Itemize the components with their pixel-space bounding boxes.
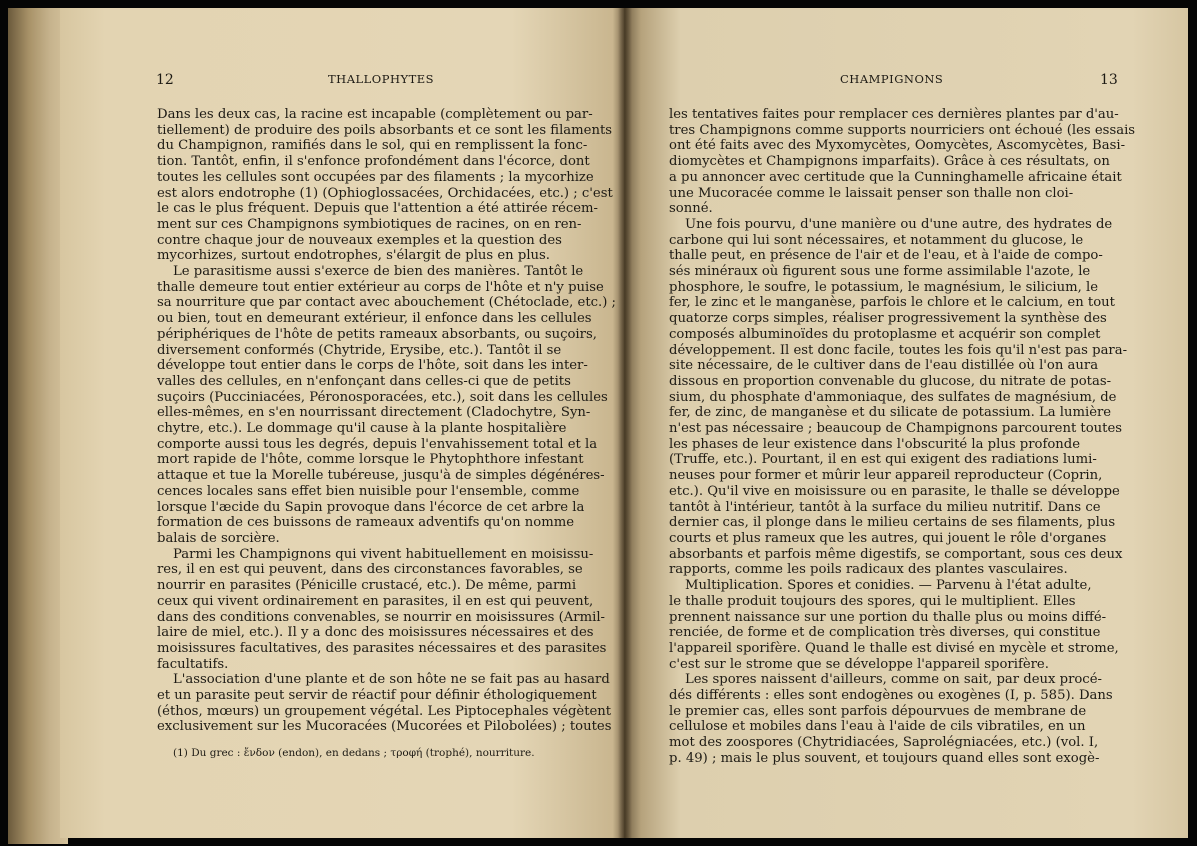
right-running-head: CHAMPIGNONS — [840, 72, 944, 86]
text-line: thalle demeure tout entier extérieur au corps de l'hôte et n'y puise — [157, 279, 604, 295]
left-page-number: 12 — [156, 72, 174, 88]
text-line: développe tout entier dans le corps de l'hôte, soit dans les inter- — [157, 358, 588, 374]
text-line: a pu annoncer avec certitude que la Cunninghamelle africaine était — [669, 169, 1122, 185]
text-line: site nécessaire, de le cultiver dans de l'eau distillée où l'on aura — [669, 358, 1099, 374]
text-line: diversement conformés (Chytride, Erysibe, etc.). Tantôt il se — [157, 342, 562, 358]
text-line: mot des zoospores (Chytridiacées, Saprolégniacées, etc.) (vol. I, — [669, 735, 1099, 751]
text-line: tiellement) de produire des poils absorbants et ce sont les filaments — [157, 122, 613, 138]
text-line: n'est pas nécessaire ; beaucoup de Champignons parcourent toutes — [669, 421, 1123, 437]
text-line: ou bien, tout en demeurant extérieur, il enfonce dans les cellules — [157, 311, 592, 327]
text-line: thalle peut, en présence de l'air et de l'eau, et à l'aide de compo- — [669, 248, 1103, 264]
page-edge-stack — [8, 8, 68, 844]
text-line: contre chaque jour de nouveaux exemples et la question des — [157, 232, 562, 248]
text-line: neuses pour former et mûrir leur appareil reproducteur (Coprin, — [669, 468, 1103, 484]
text-line: valles des cellules, en n'enfonçant dans celles-ci que de petits — [157, 373, 571, 389]
text-line: absorbants et parfois même digestifs, se comportant, sous ces deux — [669, 546, 1123, 562]
text-line: sium, du phosphate d'ammoniaque, des sulfates de magnésium, de — [669, 389, 1117, 405]
text-line: cences locales sans effet bien nuisible pour l'ensemble, comme — [157, 483, 580, 499]
text-line: sés minéraux où figurent sous une forme assimilable l'azote, le — [669, 264, 1091, 280]
text-line: attaque et tue la Morelle tubéreuse, jusqu'à de simples dégénéres- — [157, 468, 605, 484]
text-line: sonné. — [669, 201, 713, 217]
text-line: etc.). Qu'il vive en moisissure ou en parasite, le thalle se développe — [669, 483, 1120, 499]
text-line: du Champignon, ramifiés dans le sol, qui en remplissent la fonc- — [157, 138, 588, 154]
text-line: quatorze corps simples, réaliser progressivement la synthèse des — [669, 311, 1107, 327]
text-line: laire de miel, etc.). Il y a donc des moisissures nécessaires et des — [157, 625, 594, 641]
text-line: fer, le zinc et le manganèse, parfois le chlore et le calcium, en tout — [669, 295, 1115, 311]
text-line: c'est sur le strome que se développe l'appareil sporifère. — [669, 656, 1049, 672]
text-line: cellulose et mobiles dans l'eau à l'aide de cils vibratiles, en un — [669, 719, 1086, 735]
text-line: périphériques de l'hôte de petits rameaux absorbants, ou suçoirs, — [157, 326, 597, 342]
text-line: facultatifs. — [157, 656, 229, 672]
text-line: le premier cas, elles sont parfois dépourvues de membrane de — [669, 703, 1087, 719]
text-line: sa nourriture que par contact avec abouchement (Chétoclade, etc.) ; — [157, 295, 616, 311]
text-line: diomycètes et Champignons imparfaits). Grâce à ces résultats, on — [669, 154, 1110, 170]
text-line: le cas le plus fréquent. Depuis que l'attention a été attirée récem- — [157, 201, 599, 217]
text-line: prennent naissance sur une portion du thalle plus ou moins diffé- — [669, 609, 1107, 625]
text-line: les phases de leur existence dans l'obscurité la plus profonde — [669, 436, 1081, 452]
text-line: L'association d'une plante et de son hôte ne se fait pas au hasard — [173, 672, 610, 688]
text-line: ont été faits avec des Myxomycètes, Oomycètes, Ascomycètes, Basi- — [669, 138, 1126, 154]
book-gutter — [618, 8, 632, 838]
text-line: mycorhizes, surtout endotrophes, s'élargit de plus en plus. — [157, 248, 550, 264]
text-line: l'appareil sporifère. Quand le thalle est divisé en mycèle et strome, — [669, 640, 1119, 656]
text-line: carbone qui lui sont nécessaires, et notamment du glucose, le — [669, 232, 1084, 248]
right-body-text — [669, 107, 1169, 767]
text-line: tion. Tantôt, enfin, il s'enfonce profondément dans l'écorce, dont — [157, 154, 590, 170]
text-line: (Truffe, etc.). Pourtant, il en est qui exigent des radiations lumi- — [669, 452, 1097, 468]
text-line: Parmi les Champignons qui vivent habituellement en moisissu- — [173, 546, 594, 562]
text-line: Le parasitisme aussi s'exerce de bien des manières. Tantôt le — [173, 264, 584, 280]
text-line: et un parasite peut servir de réactif pour définir éthologiquement — [157, 688, 597, 704]
text-line: ceux qui vivent ordinairement en parasites, il en est qui peuvent, — [157, 593, 594, 609]
text-line: (éthos, mœurs) un groupement végétal. Les Piptocephales végètent — [157, 703, 612, 719]
right-page-number: 13 — [1100, 72, 1118, 88]
text-line: dissous en proportion convenable du glucose, du nitrate de potas- — [669, 373, 1112, 389]
text-line: composés albuminoïdes du protoplasme et acquérir son complet — [669, 326, 1101, 342]
text-line: Dans les deux cas, la racine est incapable (complètement ou par- — [157, 107, 593, 122]
text-line: les tentatives faites pour remplacer ces dernières plantes par d'au- — [669, 107, 1119, 122]
text-line: tantôt à l'intérieur, tantôt à la surface du milieu nutritif. Dans ce — [669, 499, 1101, 515]
text-line: dés différents : elles sont endogènes ou exogènes (I, p. 585). Dans — [669, 688, 1113, 704]
text-line: une Mucoracée comme le laissait penser son thalle non cloi- — [669, 185, 1074, 201]
left-running-head: THALLOPHYTES — [328, 72, 435, 86]
text-line: formation de ces buissons de rameaux adventifs qu'on nomme — [157, 515, 575, 531]
text-line: tres Champignons comme supports nourriciers ont échoué (les essais — [669, 122, 1136, 138]
text-line: le thalle produit toujours des spores, qui le multiplient. Elles — [669, 593, 1076, 609]
text-line: Multiplication. Spores et conidies. — Parvenu à l'état adulte, — [685, 578, 1092, 594]
text-line: renciée, de forme et de complication très diverses, qui constitue — [669, 625, 1101, 641]
text-line: balais de sorcière. — [157, 530, 280, 546]
text-line: chytre, etc.). Le dommage qu'il cause à la plante hospitalière — [157, 421, 567, 437]
text-line: moisissures facultatives, des parasites nécessaires et des parasites — [157, 640, 607, 656]
text-line: Les spores naissent d'ailleurs, comme on sait, par deux procé- — [685, 672, 1102, 688]
text-line: fer, de zinc, de manganèse et du silicate de potassium. La lumière — [669, 405, 1112, 421]
text-line: rapports, comme les poils radicaux des plantes vasculaires. — [669, 562, 1068, 578]
text-line: lorsque l'æcide du Sapin provoque dans l'écorce de cet arbre la — [157, 499, 585, 515]
text-line: courts et plus rameux que les autres, qui jouent le rôle d'organes — [669, 530, 1107, 546]
left-body-text — [157, 107, 624, 735]
text-line: nourrir en parasites (Pénicille crustacé, etc.). De même, parmi — [157, 578, 577, 594]
text-line: exclusivement sur les Mucoracées (Mucorées et Pilobolées) ; toutes — [157, 719, 612, 735]
text-line: res, il en est qui peuvent, dans des circonstances favorables, se — [157, 562, 583, 578]
text-line: Une fois pourvu, d'une manière ou d'une autre, des hydrates de — [685, 216, 1113, 232]
text-line: p. 49) ; mais le plus souvent, et toujours quand elles sont exogè- — [669, 750, 1100, 766]
text-line: phosphore, le soufre, le potassium, le magnésium, le silicium, le — [669, 279, 1099, 295]
left-footnote: (1) Du grec : ἔνδον (endon), en dedans ; τροφή (trophé), nourriture. — [173, 747, 535, 759]
text-line: développement. Il est donc facile, toutes les fois qu'il n'est pas para- — [669, 342, 1128, 358]
text-line: comporte aussi tous les degrés, depuis l'envahissement total et la — [157, 436, 598, 452]
right-page — [624, 8, 1188, 838]
text-line: elles-mêmes, en s'en nourrissant directement (Cladochytre, Syn- — [157, 405, 591, 421]
text-line: suçoirs (Pucciniacées, Péronosporacées, etc.), soit dans les cellules — [157, 389, 608, 405]
text-line: toutes les cellules sont occupées par des filaments ; la mycorhize — [157, 169, 594, 185]
text-line: dernier cas, il plonge dans le milieu certains de ses filaments, plus — [669, 515, 1116, 531]
text-line: mort rapide de l'hôte, comme lorsque le Phytophthore infestant — [157, 452, 584, 468]
text-line: ment sur ces Champignons symbiotiques de racines, on en ren- — [157, 216, 582, 232]
text-line: dans des conditions convenables, se nourrir en moisissures (Armil- — [157, 609, 606, 625]
left-page — [60, 8, 624, 838]
text-line: est alors endotrophe (1) (Ophioglossacées, Orchidacées, etc.) ; c'est — [157, 185, 613, 201]
